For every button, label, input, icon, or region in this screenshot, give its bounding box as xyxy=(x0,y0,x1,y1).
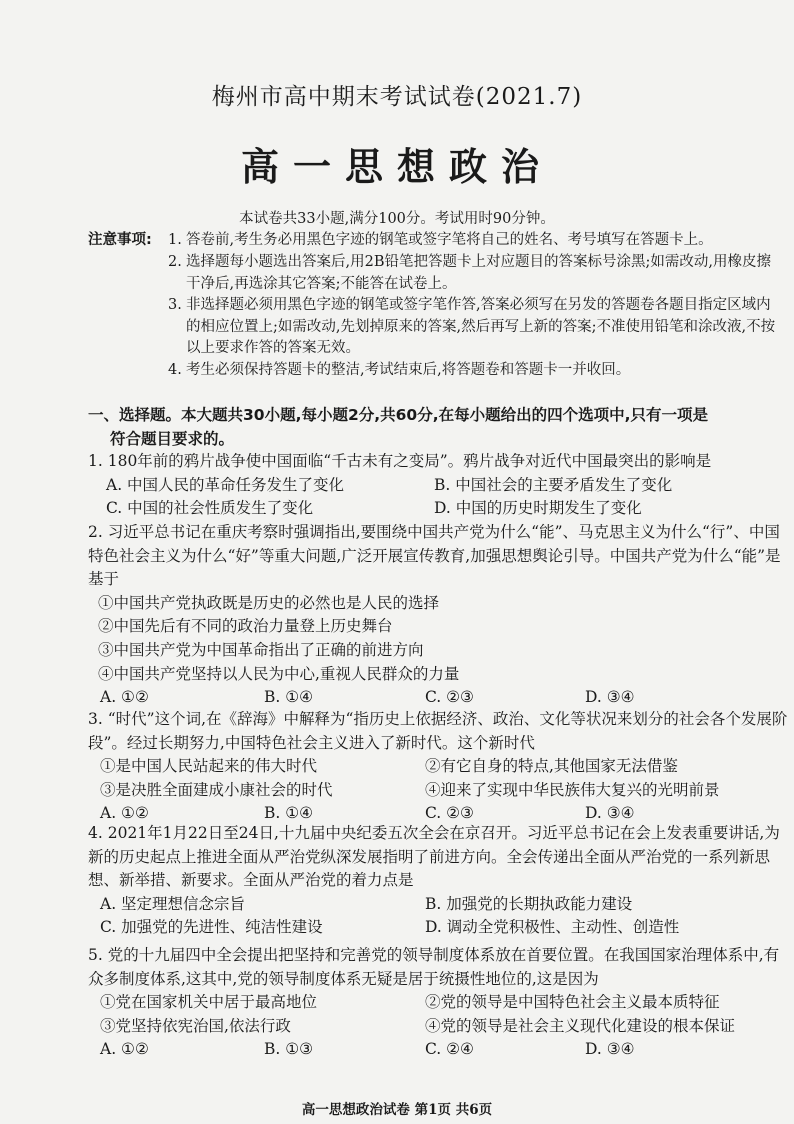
question-1 xyxy=(88,450,788,521)
page-footer: 高一思想政治试卷 第1页 共6页 xyxy=(301,1102,493,1118)
question-2 xyxy=(88,521,788,710)
option-b: B. 加强党的长期执政能力建设 xyxy=(425,894,633,913)
option-row xyxy=(88,916,788,940)
subject-title: 高一思想政治 xyxy=(240,144,553,189)
notice-item-text: 选择题每小题选出答案后,用2B铅笔把答题卡上对应题目的答案标号涂黑;如需改动,用橡皮擦干净后,再选涂其它答案;不能答在试卷上。 xyxy=(186,254,771,292)
question-stem: 4. 2021年1月22日至24日,十九届中央纪委五次全会在京召开。习近平总书记在会上发表重要讲话,为新的历史起点上推进全面从严治党纵深发展指明了前进方向。全会传递出全面从严治党的一系列新思想、新举措、新要求。全面从严治党的着力点是 xyxy=(88,824,780,890)
section-heading-line: 一、选择题。本大题共30小题,每小题2分,共60分,在每小题给出的四个选项中,只有一项是 xyxy=(88,406,708,424)
option-row xyxy=(88,474,788,498)
question-stem: 1. 180年前的鸦片战争使中国面临“千古未有之变局”。鸦片战争对近代中国最突出的影响是 xyxy=(88,452,712,470)
statement: ①是中国人民站起来的伟大时代 xyxy=(100,757,318,776)
option-row xyxy=(88,893,788,917)
option-c: C. ②③ xyxy=(425,688,474,707)
exam-title: 梅州市高中期末考试试卷(2021.7) xyxy=(211,84,583,110)
notice-item xyxy=(168,360,783,382)
notice-item-number: 3. xyxy=(168,297,182,313)
question-stem: 2. 习近平总书记在重庆考察时强调指出,要围绕中国共产党为什么“能”、马克思主义为什么“行”、中国特色社会主义为什么“好”等重大问题,广泛开展宣传教育,加强思想舆论引导。中国共产党为什么“能”是基于 xyxy=(88,523,781,589)
option-d: D. ③④ xyxy=(585,804,635,823)
notice-item-number: 4. xyxy=(168,362,182,378)
option-row xyxy=(88,1038,788,1062)
statement: ④中国共产党坚持以人民为中心,重视人民群众的力量 xyxy=(98,664,460,683)
exam-summary: 本试卷共33小题,满分100分。考试用时90分钟。 xyxy=(239,211,555,227)
statement: ④迎来了实现中华民族伟大复兴的光明前景 xyxy=(425,780,720,799)
option-b: B. ①③ xyxy=(264,1040,314,1059)
option-d: D. ③④ xyxy=(585,1040,635,1059)
question-stem: 5. 党的十九届四中全会提出把坚持和完善党的领导制度体系放在首要位置。在我国国家治理体系中,有众多制度体系,这其中,党的领导制度体系无疑是居于统摄性地位的,这是因为 xyxy=(88,946,780,988)
option-d: D. 中国的历史时期发生了变化 xyxy=(434,499,642,518)
option-c: C. ②③ xyxy=(425,804,474,823)
option-a: A. 中国人民的革命任务发生了变化 xyxy=(106,475,345,494)
statement: ①中国共产党执政既是历史的必然也是人民的选择 xyxy=(98,593,440,612)
statement: ③党坚持依宪治国,依法行政 xyxy=(100,1016,291,1035)
statement-row xyxy=(88,991,788,1015)
option-b: B. ①④ xyxy=(264,804,314,823)
notice-item-text: 答卷前,考生务必用黑色字迹的钢笔或签字笔将自己的姓名、考号填写在答题卡上。 xyxy=(186,232,713,248)
notice-item-number: 1. xyxy=(168,232,182,248)
notice-item-number: 2. xyxy=(168,254,182,270)
option-b: B. 中国社会的主要矛盾发生了变化 xyxy=(434,475,673,494)
option-c: C. 加强党的先进性、纯洁性建设 xyxy=(100,918,323,937)
notice-item-text: 非选择题必须用黑色字迹的钢笔或签字笔作答,答案必须写在另发的答题卷各题目指定区域内的相应位置上;如需改动,先划掉原来的答案,然后再写上新的答案;不准使用铅笔和涂改液,不按以上要求作答的答案无效。 xyxy=(186,297,776,356)
question-3 xyxy=(88,708,788,826)
notice-item xyxy=(168,252,783,295)
option-a: A. ①② xyxy=(100,804,149,823)
statement-row xyxy=(88,1015,788,1039)
option-b: B. ①④ xyxy=(264,688,314,707)
option-d: D. 调动全党积极性、主动性、创造性 xyxy=(425,918,680,937)
option-row xyxy=(88,497,788,521)
notice-item xyxy=(168,230,783,252)
statement: ②党的领导是中国特色社会主义最本质特征 xyxy=(425,993,720,1012)
statement: ④党的领导是社会主义现代化建设的根本保证 xyxy=(425,1016,736,1035)
statement: ②中国先后有不同的政治力量登上历史舞台 xyxy=(98,617,393,636)
statement: ③是决胜全面建成小康社会的时代 xyxy=(100,780,333,799)
option-row xyxy=(88,686,788,710)
option-a: A. ①② xyxy=(100,1040,149,1059)
notice-item xyxy=(168,295,783,360)
question-4 xyxy=(88,822,788,940)
statement: ②有它自身的特点,其他国家无法借鉴 xyxy=(425,757,678,776)
option-c: C. 中国的社会性质发生了变化 xyxy=(106,499,314,518)
question-stem: 3. “时代”这个词,在《辞海》中解释为“指历史上依据经济、政治、文化等状况来划分的社会各个发展阶段”。经过长期努力,中国特色社会主义进入了新时代。这个新时代 xyxy=(88,710,788,752)
question-5 xyxy=(88,944,788,1062)
notice-label: 注意事项: xyxy=(88,232,152,248)
statement-row xyxy=(88,779,788,803)
statement: ③中国共产党为中国革命指出了正确的前进方向 xyxy=(98,640,424,659)
statement: ①党在国家机关中居于最高地位 xyxy=(100,993,318,1012)
option-d: D. ③④ xyxy=(585,688,635,707)
statement-row xyxy=(88,755,788,779)
notice-item-text: 考生必须保持答题卡的整洁,考试结束后,将答题卷和答题卡一并收回。 xyxy=(186,362,631,378)
option-c: C. ②④ xyxy=(425,1040,474,1059)
section-heading xyxy=(88,403,788,451)
option-a: A. 坚定理想信念宗旨 xyxy=(100,894,246,913)
option-a: A. ①② xyxy=(100,688,149,707)
section-heading-line: 符合题目要求的。 xyxy=(110,430,235,448)
